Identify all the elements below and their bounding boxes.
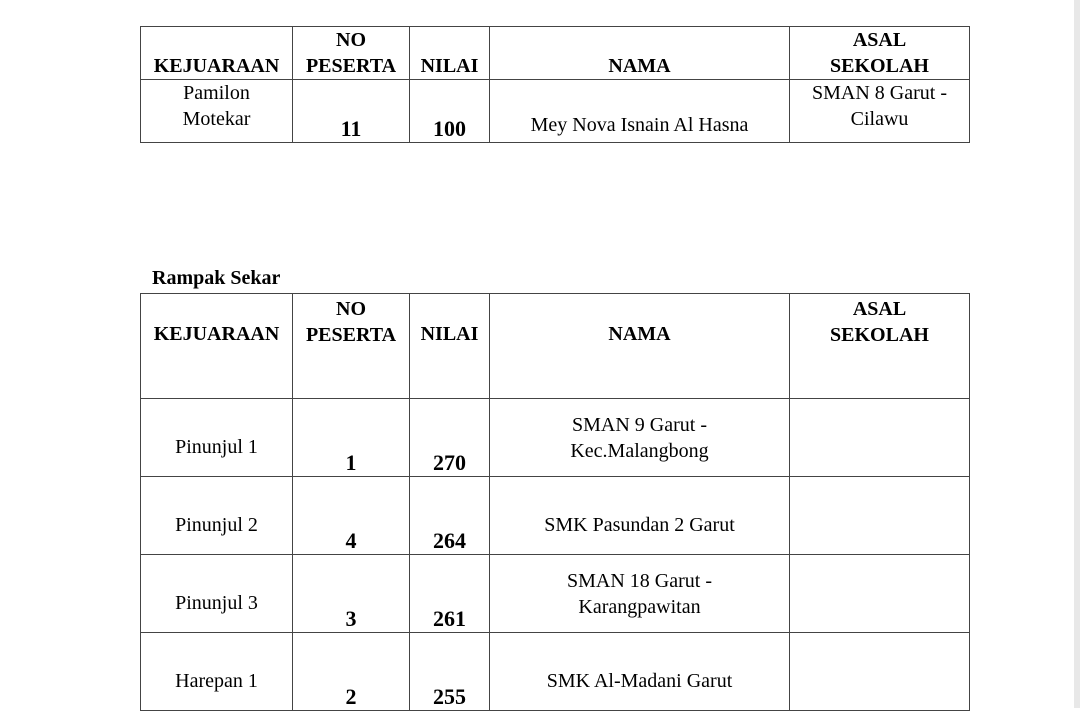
header-kejuaraan: KEJUARAAN: [141, 27, 293, 80]
header-asal-sekolah: ASAL SEKOLAH: [790, 27, 970, 80]
cell-asal-sekolah: [790, 477, 970, 555]
header-no-peserta: NO PESERTA: [293, 294, 410, 399]
cell-nama: Mey Nova Isnain Al Hasna: [490, 80, 790, 143]
cell-kejuaraan: Pinunjul 1: [141, 399, 293, 477]
cell-kejuaraan: Pinunjul 3: [141, 555, 293, 633]
header-nilai: NILAI: [410, 294, 490, 399]
page-edge: [1074, 0, 1080, 708]
cell-no-peserta: 2: [293, 633, 410, 711]
header-nama: NAMA: [490, 27, 790, 80]
cell-kejuaraan: Pamilon Motekar: [141, 80, 293, 143]
table-header-row: [141, 294, 970, 399]
cell-nilai: 270: [410, 399, 490, 477]
results-table-pamilon: [140, 26, 970, 143]
cell-nama: SMK Al-Madani Garut: [490, 633, 790, 711]
cell-no-peserta: 1: [293, 399, 410, 477]
cell-nilai: 264: [410, 477, 490, 555]
header-no-peserta: NO PESERTA: [293, 27, 410, 80]
cell-no-peserta: 3: [293, 555, 410, 633]
cell-kejuaraan: Harepan 1: [141, 633, 293, 711]
cell-nilai: 261: [410, 555, 490, 633]
table-row: [141, 399, 970, 477]
table-row: [141, 477, 970, 555]
cell-asal-sekolah: [790, 399, 970, 477]
header-kejuaraan: KEJUARAAN: [141, 294, 293, 399]
cell-no-peserta: 11: [293, 80, 410, 143]
cell-nilai: 100: [410, 80, 490, 143]
cell-kejuaraan: Pinunjul 2: [141, 477, 293, 555]
table-row: [141, 555, 970, 633]
cell-asal-sekolah: [790, 633, 970, 711]
cell-nilai: 255: [410, 633, 490, 711]
cell-nama: SMAN 18 Garut - Karangpawitan: [490, 555, 790, 633]
table-header-row: [141, 27, 970, 80]
cell-no-peserta: 4: [293, 477, 410, 555]
cell-nama: SMAN 9 Garut - Kec.Malangbong: [490, 399, 790, 477]
header-asal-sekolah: ASAL SEKOLAH: [790, 294, 970, 399]
results-table-rampak-sekar: [140, 293, 970, 711]
table-row: [141, 80, 970, 143]
section-title: Rampak Sekar: [152, 267, 281, 289]
header-nama: NAMA: [490, 294, 790, 399]
cell-nama: SMK Pasundan 2 Garut: [490, 477, 790, 555]
cell-asal-sekolah: SMAN 8 Garut - Cilawu: [790, 80, 970, 143]
header-nilai: NILAI: [410, 27, 490, 80]
cell-asal-sekolah: [790, 555, 970, 633]
table-row: [141, 633, 970, 711]
